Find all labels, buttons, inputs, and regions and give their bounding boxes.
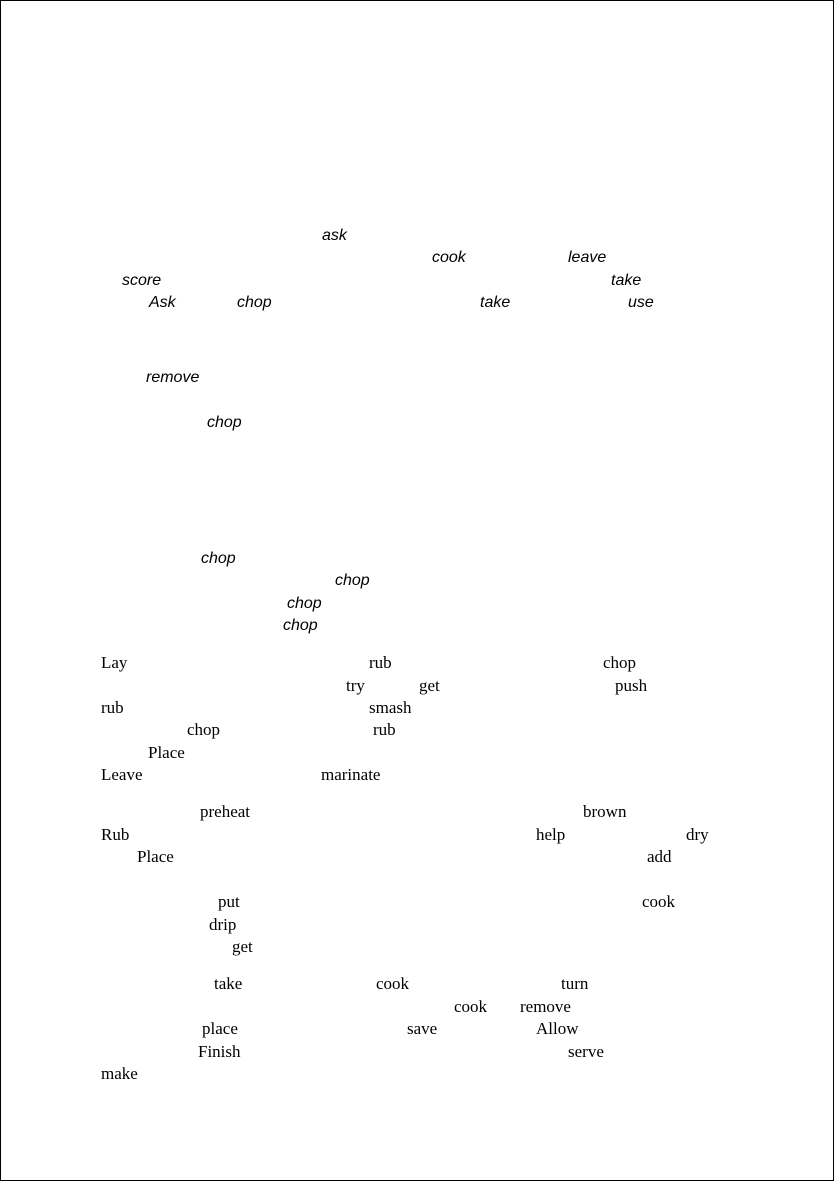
verb-word: rub [369, 653, 392, 672]
verb-word: preheat [200, 802, 251, 821]
verb-word: get [419, 676, 440, 695]
verb-word: try [346, 676, 365, 695]
verb-word: use [628, 294, 654, 311]
verb-word: take [214, 974, 243, 993]
verb-word: Leave [101, 765, 143, 784]
verb-word: brown [583, 802, 627, 821]
verb-word: chop [283, 617, 318, 634]
verb-word: place [202, 1019, 238, 1038]
verb-word: leave [568, 249, 607, 266]
verb-word: Ask [149, 294, 176, 311]
verb-word: put [218, 892, 240, 911]
verb-word: push [615, 676, 648, 695]
verb-word: cook [642, 892, 676, 911]
verb-word: save [407, 1019, 438, 1038]
verb-word: chop [201, 550, 236, 567]
verb-word: chop [207, 414, 242, 431]
verb-word: make [101, 1064, 138, 1083]
verb-word: drip [209, 915, 237, 934]
verb-word: take [480, 294, 511, 311]
verb-word: dry [686, 825, 709, 844]
verb-word: ask [322, 227, 347, 244]
verb-word: Lay [101, 653, 128, 672]
verb-word: chop [237, 294, 272, 311]
verb-word: chop [287, 595, 322, 612]
verb-word: chop [335, 572, 370, 589]
verb-word: cook [432, 249, 466, 266]
verb-word: chop [187, 720, 221, 739]
verb-word: help [536, 825, 566, 844]
verb-word: marinate [321, 765, 381, 784]
verb-word: Rub [101, 825, 130, 844]
verb-word: chop [603, 653, 637, 672]
verb-word: Finish [198, 1042, 241, 1061]
verb-word: remove [520, 997, 571, 1016]
verb-word: Allow [536, 1019, 579, 1038]
verb-word: add [647, 847, 672, 866]
verb-word: remove [146, 369, 200, 386]
verb-word: score [122, 272, 162, 289]
verb-word: take [611, 272, 642, 289]
verb-word: get [232, 937, 253, 956]
verb-word: smash [369, 698, 412, 717]
verb-word: serve [568, 1042, 604, 1061]
verb-word: cook [454, 997, 488, 1016]
verb-word: cook [376, 974, 410, 993]
verb-word: Place [148, 743, 185, 762]
verb-word: rub [101, 698, 124, 717]
verb-word: rub [373, 720, 396, 739]
verb-word: Place [137, 847, 174, 866]
verb-word: turn [561, 974, 589, 993]
